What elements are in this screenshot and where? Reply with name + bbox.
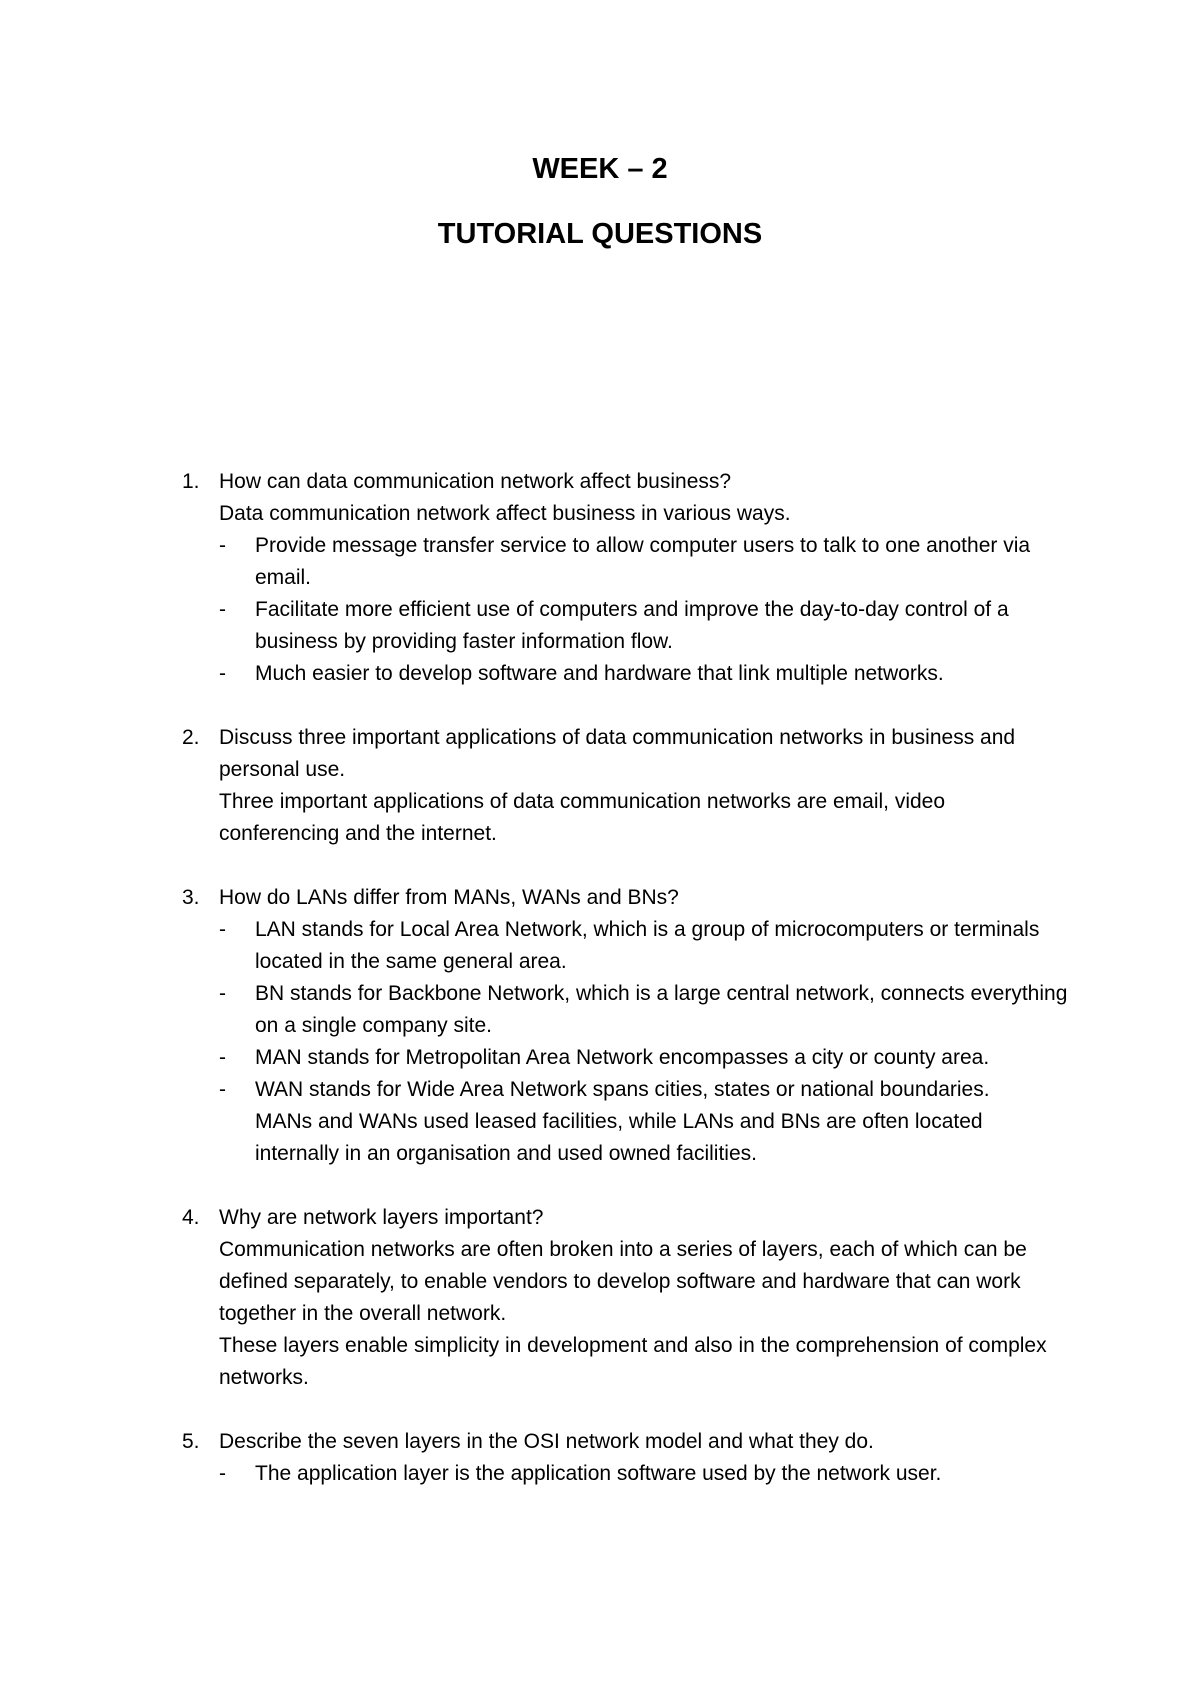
question-number: 5. [182, 1430, 200, 1453]
week-heading: WEEK – 2 [532, 153, 668, 185]
bullet-dash: - [219, 534, 226, 557]
bullet-text: Much easier to develop software and hardware that link multiple networks. [255, 662, 944, 685]
question-1 [0, 466, 1200, 690]
question-4 [0, 1202, 1200, 1394]
question-number: 4. [182, 1206, 200, 1229]
question-text: Discuss three important applications of data communication networks in business and personal use. [219, 726, 1016, 781]
bullet-dash: - [219, 662, 226, 685]
bullet-dash: - [219, 598, 226, 621]
bullet-dash: - [219, 1462, 226, 1485]
bullet-text: WAN stands for Wide Area Network spans cities, states or national boundaries. [255, 1078, 990, 1101]
bullet-dash: - [219, 1078, 226, 1101]
answer-intro: Data communication network affect business in various ways. [219, 502, 791, 525]
bullet-text: MAN stands for Metropolitan Area Network encompasses a city or county area. [255, 1046, 990, 1069]
bullet-text: The application layer is the application software used by the network user. [255, 1462, 942, 1485]
question-number: 2. [182, 726, 200, 749]
answer-bullet [219, 1042, 1069, 1074]
question-text: How do LANs differ from MANs, WANs and BNs? [219, 886, 679, 909]
answer-bullet [219, 978, 1069, 1042]
question-3 [0, 882, 1200, 1170]
answer-text: Communication networks are often broken into a series of layers, each of which can be defined separately, to enable vendors to develop software and hardware that can work together in the overall network. [219, 1238, 1027, 1325]
answer-text-2: These layers enable simplicity in development and also in the comprehension of complex networks. [219, 1334, 1047, 1389]
bullet-dash: - [219, 918, 226, 941]
question-2 [0, 722, 1200, 850]
question-list [0, 466, 1200, 1522]
question-number: 1. [182, 470, 200, 493]
bullet-text: LAN stands for Local Area Network, which is a group of microcomputers or terminals located in the same general area. [255, 918, 1040, 973]
answer-bullet [219, 594, 1069, 658]
answer-followup: MANs and WANs used leased facilities, while LANs and BNs are often located internally in an organisation and used owned facilities. [255, 1110, 983, 1165]
bullet-text: Facilitate more efficient use of computers and improve the day-to-day control of a business by providing faster information flow. [255, 598, 1009, 653]
answer-bullet [219, 1458, 1069, 1490]
question-text: How can data communication network affect business? [219, 470, 732, 493]
bullet-text: BN stands for Backbone Network, which is a large central network, connects everything on a single company site. [255, 982, 1068, 1037]
answer-bullet [219, 914, 1069, 978]
question-text: Why are network layers important? [219, 1206, 544, 1229]
bullet-dash: - [219, 982, 226, 1005]
bullet-dash: - [219, 1046, 226, 1069]
bullet-text: Provide message transfer service to allow computer users to talk to one another via email. [255, 534, 1031, 589]
answer-bullet [219, 1074, 1069, 1106]
question-text: Describe the seven layers in the OSI network model and what they do. [219, 1430, 874, 1453]
answer-text: Three important applications of data communication networks are email, video conferencing and the internet. [219, 790, 946, 845]
tutorial-heading: TUTORIAL QUESTIONS [437, 218, 763, 250]
answer-bullet [219, 530, 1069, 594]
answer-bullet [219, 658, 1069, 690]
question-5 [0, 1426, 1200, 1490]
question-number: 3. [182, 886, 200, 909]
